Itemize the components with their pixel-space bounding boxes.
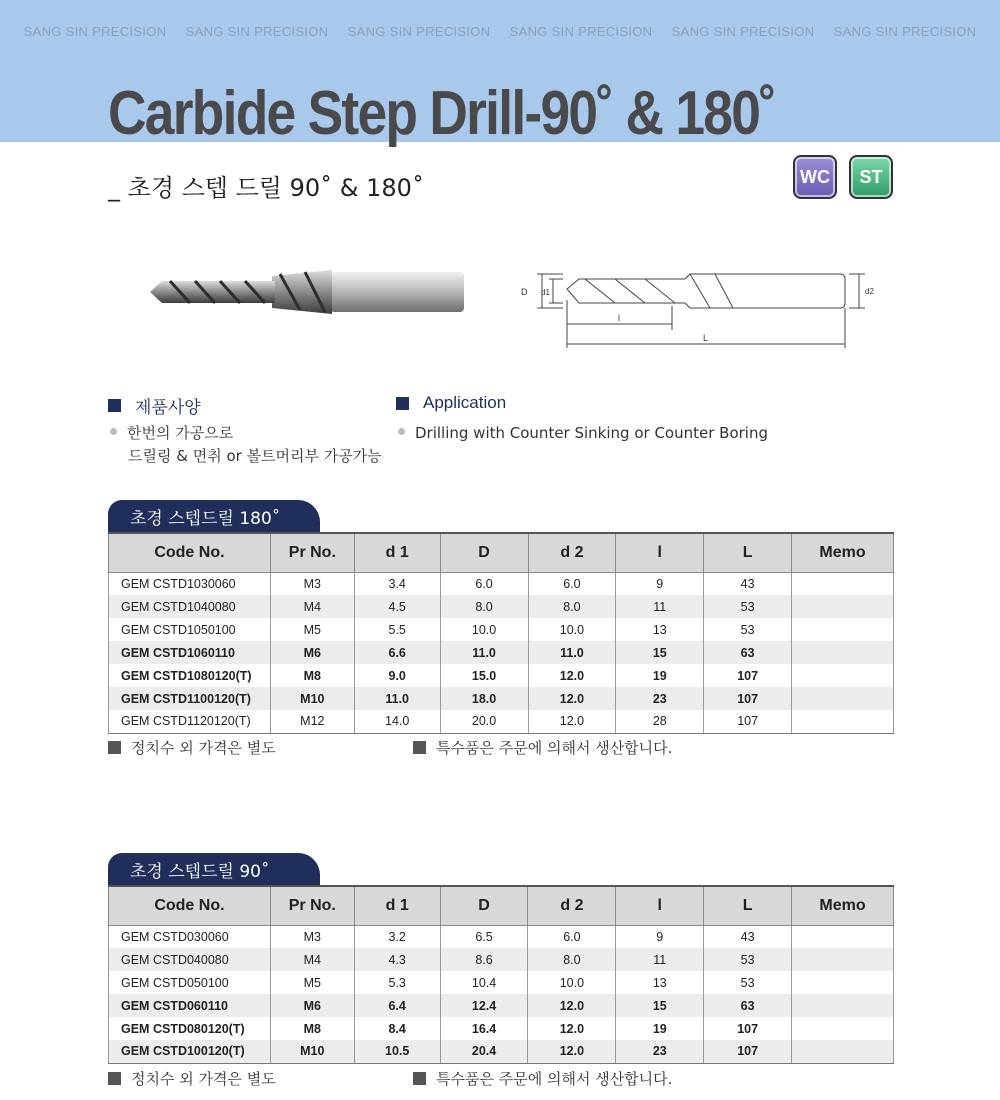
cell-L: 43 (704, 572, 792, 595)
cell-d1: 3.2 (354, 925, 440, 948)
table-row (109, 641, 894, 664)
cell-D: 10.0 (440, 618, 528, 641)
note-price-text: 정치수 외 가격은 별도 (131, 739, 276, 757)
col-header-L: L (704, 533, 792, 572)
cell-L: 63 (704, 641, 792, 664)
cell-memo (792, 710, 894, 733)
brand-row (0, 24, 1000, 39)
cell-L: 53 (704, 948, 792, 971)
col-header-l: l (616, 886, 704, 925)
note-special-text: 특수품은 주문에 의해서 생산합니다. (436, 1070, 673, 1088)
table-header-row (109, 886, 894, 925)
cell-l: 9 (616, 925, 704, 948)
cell-d1: 6.6 (354, 641, 440, 664)
cell-l: 23 (616, 687, 704, 710)
cell-pr: M6 (270, 994, 354, 1017)
cell-L: 63 (704, 994, 792, 1017)
page-subtitle: _ 초경 스텝 드릴 90˚ & 180˚ (108, 174, 424, 202)
cell-D: 11.0 (440, 641, 528, 664)
cell-memo (792, 1017, 894, 1040)
cell-l: 15 (616, 641, 704, 664)
brand-text: SANG SIN PRECISION (185, 24, 329, 39)
spec-line: 한번의 가공으로 (127, 424, 234, 442)
cell-pr: M4 (270, 595, 354, 618)
cell-D: 6.0 (440, 572, 528, 595)
cell-memo (792, 994, 894, 1017)
cell-d2: 12.0 (528, 1017, 616, 1040)
dim-label-d2: d2 (865, 287, 874, 296)
cell-code: GEM CSTD060110 (109, 994, 271, 1017)
application-heading (396, 393, 506, 413)
square-bullet-icon (108, 1072, 121, 1085)
cell-l: 28 (616, 710, 704, 733)
cell-d1: 5.5 (354, 618, 440, 641)
cell-pr: M5 (270, 971, 354, 994)
dim-label-l: l (618, 313, 620, 323)
application-description (398, 422, 768, 445)
note-price (108, 1068, 276, 1089)
cell-code: GEM CSTD040080 (109, 948, 271, 971)
dot-bullet-icon (398, 428, 405, 435)
table-row (109, 595, 894, 618)
table-row (109, 1017, 894, 1040)
cell-memo (792, 572, 894, 595)
cell-L: 107 (704, 1017, 792, 1040)
cell-l: 13 (616, 971, 704, 994)
application-line: Drilling with Counter Sinking or Counter Boring (415, 424, 768, 442)
cell-code: GEM CSTD1080120(T) (109, 664, 271, 687)
spec-heading-text: 제품사양 (135, 398, 201, 417)
table-90 (108, 885, 894, 1064)
cell-memo (792, 1040, 894, 1063)
cell-d2: 11.0 (528, 641, 616, 664)
cell-d1: 9.0 (354, 664, 440, 687)
cell-D: 10.4 (440, 971, 528, 994)
cell-L: 107 (704, 1040, 792, 1063)
cell-d1: 14.0 (354, 710, 440, 733)
application-heading-text: Application (423, 393, 507, 412)
cell-pr: M6 (270, 641, 354, 664)
col-header-D: D (440, 533, 528, 572)
cell-D: 6.5 (440, 925, 528, 948)
drill-photo (140, 262, 466, 322)
cell-memo (792, 925, 894, 948)
cell-pr: M10 (270, 1040, 354, 1063)
cell-memo (792, 641, 894, 664)
cell-d2: 12.0 (528, 710, 616, 733)
cell-d2: 12.0 (528, 664, 616, 687)
table-row (109, 664, 894, 687)
cell-l: 11 (616, 595, 704, 618)
page-title: Carbide Step Drill-90˚ & 180˚ (108, 79, 776, 148)
table-180 (108, 532, 894, 734)
col-header-pr: Pr No. (270, 886, 354, 925)
cell-d2: 12.0 (528, 994, 616, 1017)
cell-l: 9 (616, 572, 704, 595)
cell-code: GEM CSTD080120(T) (109, 1017, 271, 1040)
cell-L: 107 (704, 664, 792, 687)
brand-text: SANG SIN PRECISION (509, 24, 653, 39)
col-header-code: Code No. (109, 886, 271, 925)
table-row (109, 994, 894, 1017)
cell-code: GEM CSTD1030060 (109, 572, 271, 595)
wc-material-badge: WC (793, 155, 837, 199)
cell-d2: 12.0 (528, 1040, 616, 1063)
cell-pr: M10 (270, 687, 354, 710)
cell-D: 20.4 (440, 1040, 528, 1063)
cell-D: 15.0 (440, 664, 528, 687)
cell-memo (792, 948, 894, 971)
brand-text: SANG SIN PRECISION (347, 24, 491, 39)
spec-description (110, 422, 382, 468)
square-bullet-icon (413, 1072, 426, 1085)
cell-code: GEM CSTD1060110 (109, 641, 271, 664)
cell-d1: 3.4 (354, 572, 440, 595)
cell-L: 107 (704, 710, 792, 733)
square-bullet-icon (396, 397, 409, 410)
cell-memo (792, 595, 894, 618)
cell-code: GEM CSTD050100 (109, 971, 271, 994)
cell-L: 53 (704, 595, 792, 618)
cell-pr: M5 (270, 618, 354, 641)
table-row (109, 687, 894, 710)
cell-l: 11 (616, 948, 704, 971)
cell-pr: M4 (270, 948, 354, 971)
cell-d1: 5.3 (354, 971, 440, 994)
col-header-memo: Memo (792, 533, 894, 572)
square-bullet-icon (108, 399, 121, 412)
cell-L: 43 (704, 925, 792, 948)
note-price (108, 737, 276, 758)
table-row (109, 618, 894, 641)
col-header-D: D (440, 886, 528, 925)
table-row (109, 925, 894, 948)
table-header-row (109, 533, 894, 572)
cell-d2: 10.0 (528, 971, 616, 994)
cell-L: 107 (704, 687, 792, 710)
cell-code: GEM CSTD1050100 (109, 618, 271, 641)
cell-memo (792, 618, 894, 641)
cell-d2: 12.0 (528, 687, 616, 710)
brand-text: SANG SIN PRECISION (833, 24, 977, 39)
table-row (109, 1040, 894, 1063)
dim-label-L: L (703, 333, 709, 343)
brand-text: SANG SIN PRECISION (671, 24, 815, 39)
drill-dimension-diagram (515, 262, 885, 352)
cell-D: 12.4 (440, 994, 528, 1017)
note-special (413, 737, 672, 758)
cell-code: GEM CSTD100120(T) (109, 1040, 271, 1063)
cell-d2: 10.0 (528, 618, 616, 641)
cell-l: 19 (616, 1017, 704, 1040)
spec-heading (108, 393, 201, 418)
cell-L: 53 (704, 971, 792, 994)
col-header-d2: d 2 (528, 533, 616, 572)
square-bullet-icon (413, 741, 426, 754)
cell-pr: M8 (270, 1017, 354, 1040)
brand-text: SANG SIN PRECISION (23, 24, 167, 39)
cell-pr: M12 (270, 710, 354, 733)
cell-d1: 10.5 (354, 1040, 440, 1063)
col-header-l: l (616, 533, 704, 572)
cell-memo (792, 664, 894, 687)
dot-bullet-icon (110, 428, 117, 435)
cell-l: 13 (616, 618, 704, 641)
spec-line: 드릴링 & 면취 or 볼트머리부 가공가능 (128, 447, 382, 465)
table-row (109, 971, 894, 994)
cell-d2: 6.0 (528, 572, 616, 595)
cell-D: 20.0 (440, 710, 528, 733)
table-row (109, 710, 894, 733)
dim-label-d1: d1 (541, 288, 550, 297)
col-header-d2: d 2 (528, 886, 616, 925)
cell-pr: M3 (270, 572, 354, 595)
cell-code: GEM CSTD1040080 (109, 595, 271, 618)
table-row (109, 572, 894, 595)
cell-code: GEM CSTD030060 (109, 925, 271, 948)
cell-d1: 11.0 (354, 687, 440, 710)
cell-d2: 8.0 (528, 948, 616, 971)
table-180-tab: 초경 스텝드릴 180˚ (108, 500, 320, 532)
dim-label-D: D (521, 287, 528, 297)
cell-d1: 4.3 (354, 948, 440, 971)
table-90-tab: 초경 스텝드릴 90˚ (108, 853, 320, 885)
cell-D: 8.0 (440, 595, 528, 618)
cell-D: 18.0 (440, 687, 528, 710)
cell-d2: 6.0 (528, 925, 616, 948)
col-header-d1: d 1 (354, 533, 440, 572)
cell-D: 8.6 (440, 948, 528, 971)
cell-pr: M3 (270, 925, 354, 948)
cell-d1: 6.4 (354, 994, 440, 1017)
cell-memo (792, 971, 894, 994)
cell-d2: 8.0 (528, 595, 616, 618)
cell-pr: M8 (270, 664, 354, 687)
col-header-d1: d 1 (354, 886, 440, 925)
square-bullet-icon (108, 741, 121, 754)
cell-code: GEM CSTD1120120(T) (109, 710, 271, 733)
note-special (413, 1068, 672, 1089)
cell-L: 53 (704, 618, 792, 641)
note-price-text: 정치수 외 가격은 별도 (131, 1070, 276, 1088)
col-header-L: L (704, 886, 792, 925)
cell-code: GEM CSTD1100120(T) (109, 687, 271, 710)
cell-D: 16.4 (440, 1017, 528, 1040)
cell-l: 23 (616, 1040, 704, 1063)
cell-d1: 4.5 (354, 595, 440, 618)
col-header-pr: Pr No. (270, 533, 354, 572)
note-special-text: 특수품은 주문에 의해서 생산합니다. (436, 739, 673, 757)
cell-l: 15 (616, 994, 704, 1017)
col-header-memo: Memo (792, 886, 894, 925)
cell-memo (792, 687, 894, 710)
cell-d1: 8.4 (354, 1017, 440, 1040)
table-row (109, 948, 894, 971)
col-header-code: Code No. (109, 533, 271, 572)
st-material-badge: ST (849, 155, 893, 199)
cell-l: 19 (616, 664, 704, 687)
